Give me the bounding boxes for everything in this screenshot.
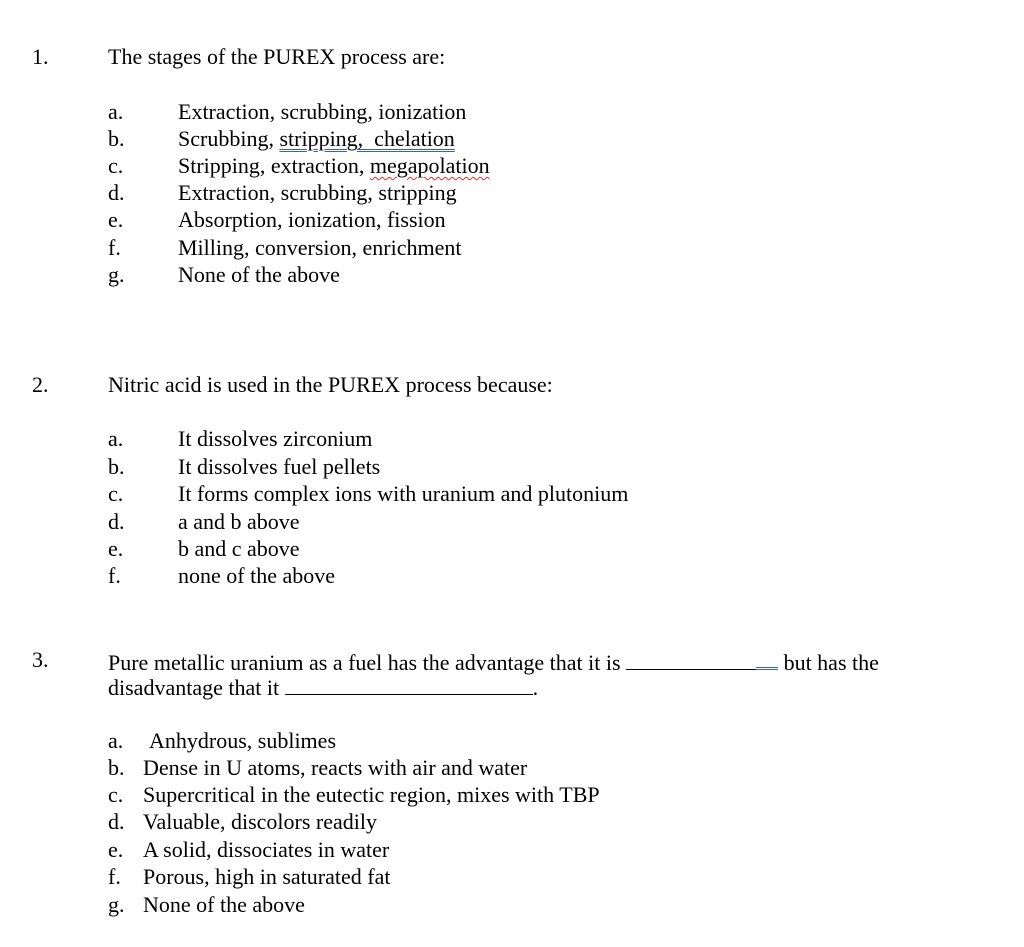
question-3-prompt-line-1 bbox=[108, 649, 879, 674]
q2-option-d-letter: d. bbox=[108, 509, 125, 534]
question-1-number: 1. bbox=[32, 44, 49, 69]
question-3-prompt-part-2: but has the bbox=[783, 650, 879, 675]
q1-option-g-letter: g. bbox=[108, 262, 125, 287]
q3-option-b-text: Dense in U atoms, reacts with air and water bbox=[143, 755, 528, 780]
q2-option-c-text: It forms complex ions with uranium and plutonium bbox=[178, 481, 629, 506]
q2-option-c-letter: c. bbox=[108, 481, 124, 506]
q1-option-b-letter: b. bbox=[108, 126, 125, 151]
question-2-prompt: Nitric acid is used in the PUREX process because: bbox=[108, 372, 553, 397]
question-1-prompt: The stages of the PUREX process are: bbox=[108, 44, 446, 69]
q2-option-b-text: It dissolves fuel pellets bbox=[178, 454, 381, 479]
q3-option-c-letter: c. bbox=[108, 782, 124, 807]
q2-option-b-letter: b. bbox=[108, 454, 125, 479]
q2-option-f-letter: f. bbox=[108, 563, 121, 588]
q1-option-a-text: Extraction, scrubbing, ionization bbox=[178, 99, 467, 124]
q3-option-e-letter: e. bbox=[108, 837, 124, 862]
q3-option-d-letter: d. bbox=[108, 809, 125, 834]
q3-option-g-letter: g. bbox=[108, 892, 125, 917]
q3-option-a-letter: a. bbox=[108, 728, 124, 753]
q1-option-c-letter: c. bbox=[108, 153, 124, 178]
q1-option-b-grammar-flag[interactable]: stripping, chelation bbox=[279, 126, 455, 151]
q3-option-a-text: Anhydrous, sublimes bbox=[149, 728, 336, 753]
answer-blank-2[interactable] bbox=[285, 676, 533, 695]
q1-option-d-text: Extraction, scrubbing, stripping bbox=[178, 180, 457, 205]
question-3-prompt-part-1: Pure metallic uranium as a fuel has the advantage that it is bbox=[108, 650, 621, 675]
question-3-prompt-line-2 bbox=[108, 676, 538, 699]
q3-option-c-text: Supercritical in the eutectic region, mixes with TBP bbox=[143, 782, 600, 807]
q1-option-a-letter: a. bbox=[108, 99, 124, 124]
q1-option-b-text-plain: Scrubbing, bbox=[178, 126, 280, 151]
q1-option-g-text: None of the above bbox=[178, 262, 340, 287]
q1-option-c-spelling-flag[interactable]: megapolation bbox=[369, 153, 490, 178]
grammar-flag-marker[interactable] bbox=[756, 649, 778, 670]
q1-option-c-text-plain: Stripping, extraction, bbox=[178, 153, 370, 178]
q2-option-a-text: It dissolves zirconium bbox=[178, 426, 373, 451]
question-3-prompt-line-2-text: disadvantage that it bbox=[108, 675, 280, 700]
q1-option-f-text: Milling, conversion, enrichment bbox=[178, 235, 462, 260]
question-3-number: 3. bbox=[32, 647, 49, 672]
question-2-number: 2. bbox=[32, 372, 49, 397]
q3-option-f-letter: f. bbox=[108, 864, 121, 889]
q1-option-c-text bbox=[178, 155, 490, 177]
answer-blank-1[interactable] bbox=[626, 651, 756, 670]
question-3-prompt-end: . bbox=[532, 675, 539, 700]
q1-option-f-letter: f. bbox=[108, 235, 121, 260]
q2-option-f-text: none of the above bbox=[178, 563, 335, 588]
q3-option-d-text: Valuable, discolors readily bbox=[143, 809, 377, 834]
q2-option-d-text: a and b above bbox=[178, 509, 300, 534]
q3-option-b-letter: b. bbox=[108, 755, 125, 780]
q2-option-a-letter: a. bbox=[108, 426, 124, 451]
q2-option-e-text: b and c above bbox=[178, 536, 300, 561]
q2-option-e-letter: e. bbox=[108, 536, 124, 561]
q3-option-e-text: A solid, dissociates in water bbox=[143, 837, 390, 862]
q1-option-d-letter: d. bbox=[108, 180, 125, 205]
q1-option-e-letter: e. bbox=[108, 207, 124, 232]
q1-option-b-text bbox=[178, 128, 455, 150]
q3-option-g-text: None of the above bbox=[143, 892, 305, 917]
q1-option-e-text: Absorption, ionization, fission bbox=[178, 207, 446, 232]
q3-option-f-text: Porous, high in saturated fat bbox=[143, 864, 391, 889]
